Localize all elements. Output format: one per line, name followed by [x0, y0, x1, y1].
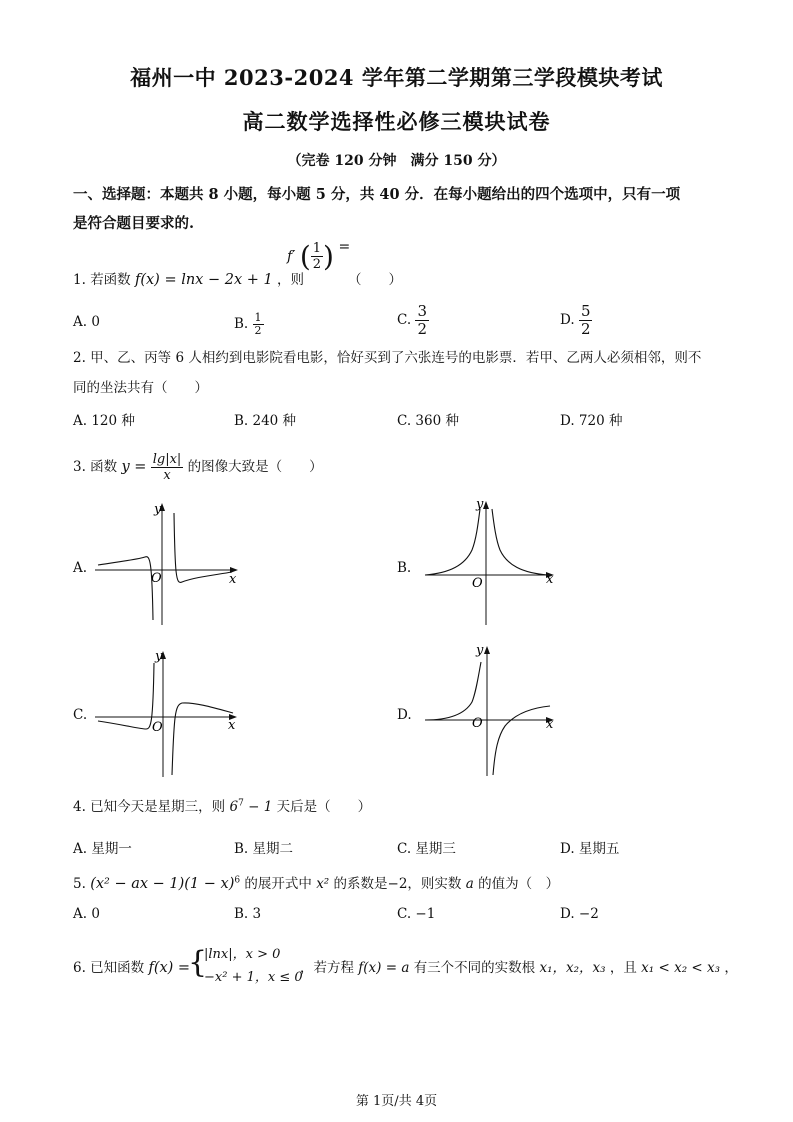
q1-fprime: f′ — [287, 248, 296, 265]
q1-mid: ，则 — [277, 272, 305, 288]
q3-graph-d[interactable] — [420, 640, 570, 780]
q3-graph-a[interactable] — [90, 495, 250, 630]
q3-d-origin: O — [472, 716, 483, 731]
section-heading-line2: 是符合题目要求的. — [73, 215, 195, 232]
q3-b-y-label: y — [476, 497, 484, 512]
q4-option-d[interactable]: D. 星期五 — [560, 841, 620, 857]
q3-b-x-label: x — [546, 572, 554, 587]
q1-option-b[interactable]: B. $\frac{1}{2}$ — [234, 311, 262, 337]
question-2-line2: 同的坐法共有（ ） — [73, 380, 208, 396]
q3-option-a[interactable]: A. — [73, 560, 88, 576]
q3-c-origin: O — [152, 720, 163, 735]
q3-a-origin: O — [151, 571, 162, 586]
q3-option-d[interactable]: D. — [397, 707, 412, 723]
q1-derivative: f′ ( $\frac{1}{2}$ ) = — [287, 238, 351, 273]
q6-case2: −x² + 1，x ≤ 0 — [204, 970, 303, 985]
q1-function: f(x) = lnx − 2x + 1 — [134, 272, 273, 288]
q3-graph-c[interactable] — [90, 645, 250, 780]
question-6-pre: 6. 已知函数 f(x) = — [73, 960, 191, 976]
q3-option-c[interactable]: C. — [73, 707, 88, 723]
q3-b-origin: O — [472, 576, 483, 591]
q2-option-a[interactable]: A. 120 种 — [73, 413, 135, 429]
q1-bracket: （ ） — [348, 272, 402, 288]
exam-duration: （完卷 120 分钟 满分 150 分） — [287, 153, 506, 169]
q5-option-d[interactable]: D. −2 — [560, 906, 599, 922]
q3-d-x-label: x — [546, 717, 554, 732]
q5-option-c[interactable]: C. −1 — [397, 906, 436, 922]
q6-brace: { — [188, 945, 208, 980]
q1-number: 1. — [73, 272, 86, 288]
q1-option-c[interactable]: C. $\frac{3}{2}$ — [397, 302, 427, 338]
q4-option-a[interactable]: A. 星期一 — [73, 841, 132, 857]
q2-option-b[interactable]: B. 240 种 — [234, 413, 297, 429]
section-heading-line1: 一、选择题：本题共 8 小题，每小题 5 分，共 40 分．在每小题给出的四个选项中，只有一项 — [73, 186, 681, 203]
page-number: 第 1页/共 4页 — [355, 1094, 438, 1109]
q2-option-d[interactable]: D. 720 种 — [560, 413, 623, 429]
q1-derivative-arg: $\frac{1}{2}$ — [312, 241, 322, 272]
question-5: 5. (x² − ax − $1)(1 - x)^6$ 的展开式中 x² 的系数是−2，则实数 a 的值为（ ） — [73, 875, 560, 892]
q3-c-x-label: x — [228, 718, 236, 733]
exam-title: 福州一中 2023-2024 学年第二学期第三学段模块考试 — [130, 65, 663, 90]
q1-pre: 若函数 — [90, 272, 131, 288]
q2-option-c[interactable]: C. 360 种 — [397, 413, 459, 429]
q3-graph-b[interactable] — [420, 495, 570, 630]
q4-option-b[interactable]: B. 星期二 — [234, 841, 294, 857]
q5-option-a[interactable]: A. 0 — [73, 906, 100, 922]
q1-option-a[interactable]: A. 0 — [73, 314, 100, 330]
exam-subtitle: 高二数学选择性必修三模块试卷 — [242, 109, 551, 134]
q3-c-y-label: y — [155, 649, 163, 664]
question-4: 4. 已知今天是星期三，则 $6^7 - 1$ 天后是（ ） — [73, 798, 372, 815]
q1-option-d[interactable]: D. $\frac{5}{2}$ — [560, 302, 591, 338]
q3-a-x-label: x — [229, 572, 237, 587]
question-2-line1: 2. 甲、乙、丙等 6 人相约到电影院看电影，恰好买到了六张连号的电影票．若甲、乙两人必须相邻，则不 — [73, 350, 702, 366]
q3-a-y-label: y — [154, 502, 162, 517]
q3-fraction: $\frac{\lg|x|}{x}$ — [152, 452, 182, 483]
q3-option-b[interactable]: B. — [397, 560, 412, 576]
q5-option-b[interactable]: B. 3 — [234, 906, 262, 922]
q6-case1: |lnx|，x > 0 — [204, 947, 281, 962]
question-1 — [73, 268, 304, 288]
q4-option-c[interactable]: C. 星期三 — [397, 841, 456, 857]
question-6-post: ，若方程 f(x) = a 有三个不同的实数根 x₁，x₂，x₃ ，且 x₁ < x₂ < x₃ ， — [300, 960, 738, 976]
question-3: 3. 函数 y = $\frac{\lg|x|}{x}$ 的图像大致是（ ） — [73, 452, 323, 483]
q3-d-y-label: y — [476, 643, 484, 658]
